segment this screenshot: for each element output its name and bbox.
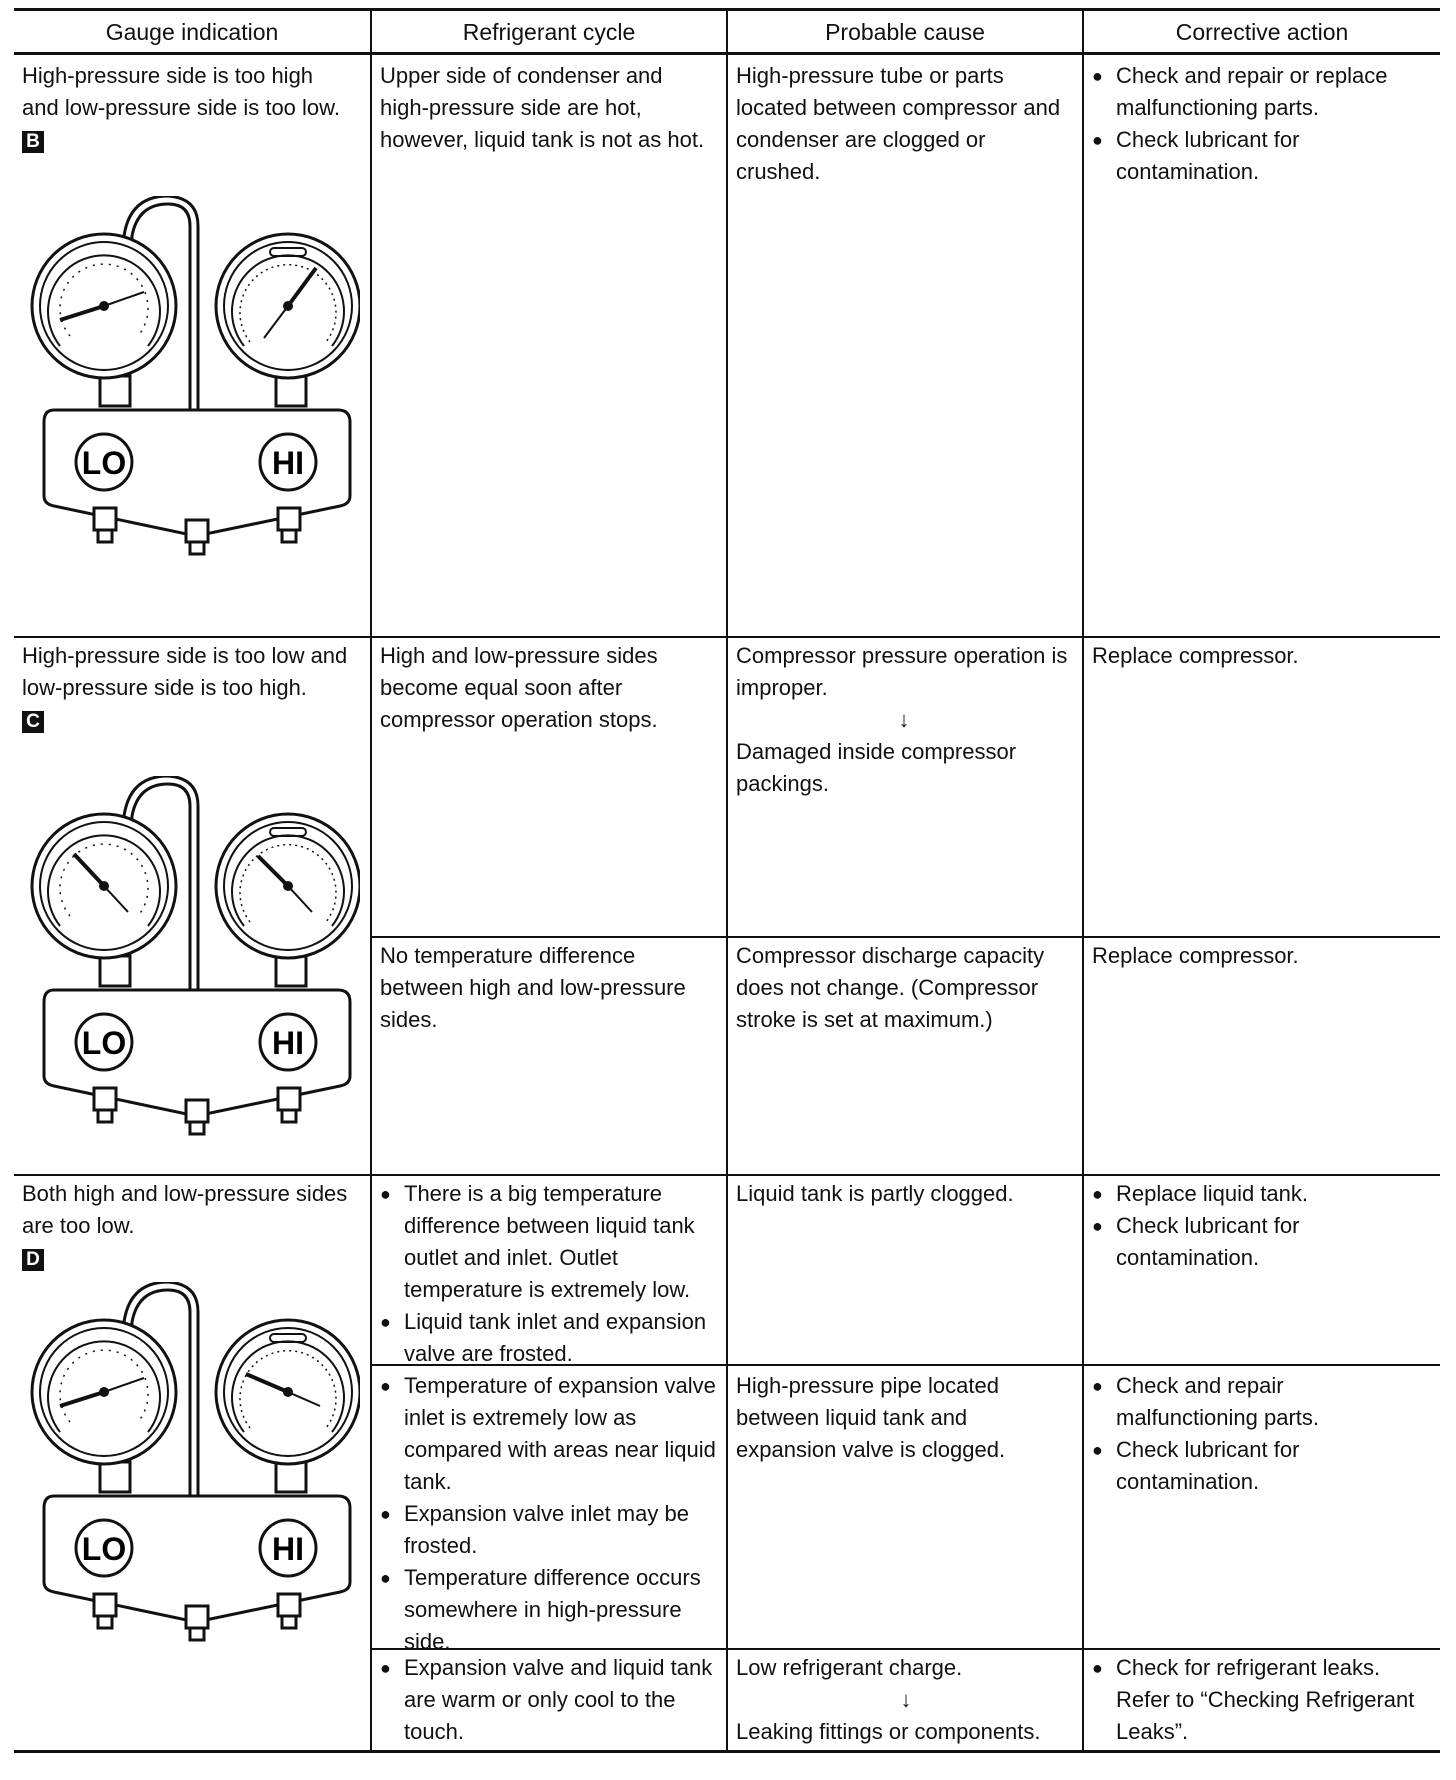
row-d1-cycle [378, 1178, 720, 1370]
row-d-gauge-indication [22, 1178, 352, 1274]
row-b-manifold-gauge-illustration [20, 196, 360, 556]
row-b-gauge-text: High-pressure side is too high and low-pressure side is too low. [22, 63, 340, 120]
row-d1-action-item: ● Replace liquid tank. [1090, 1178, 1430, 1210]
row-c-badge: C [22, 711, 44, 733]
row-d1-cause: Liquid tank is partly clogged. [736, 1181, 1014, 1206]
row-d-manifold-gauge-illustration [20, 1282, 360, 1642]
down-arrow-icon: ↓ [898, 707, 910, 732]
row-d3-cause-2: Leaking fittings or components. [736, 1719, 1041, 1744]
row-d3-actions [1090, 1652, 1430, 1748]
row-d1-actions [1090, 1178, 1430, 1274]
row-d2-cycle [378, 1370, 720, 1658]
row-c2-cycle: No temperature difference between high and low-pressure sides. [380, 943, 686, 1032]
row-d-badge: D [22, 1249, 44, 1271]
row-b-hi-label: HI [272, 445, 304, 481]
row-c1-action: Replace compressor. [1092, 643, 1299, 668]
row-d3-cause-1: Low refrigerant charge. [736, 1655, 963, 1680]
row-c1-cycle: High and low-pressure sides become equal soon after compressor operation stops. [380, 643, 658, 732]
col-divider-2 [726, 8, 728, 1753]
header-cause: Probable cause [825, 19, 985, 45]
row-c1-cause [736, 640, 1072, 800]
row-c1-cause-2: Damaged inside compressor packings. [736, 739, 1017, 796]
row-d-hi-label: HI [272, 1531, 304, 1567]
row-c-manifold-gauge-illustration [20, 776, 360, 1136]
row-b-cycle: Upper side of condenser and high-pressure side are hot, however, liquid tank is not as hot. [380, 63, 705, 152]
row-d3-cycle [378, 1652, 720, 1748]
row-d3-cycle-item: ● Expansion valve and liquid tank are warm or only cool to the touch. [378, 1652, 720, 1748]
row-c-gauge-text: High-pressure side is too low and low-pressure side is too high. [22, 643, 348, 700]
row-c2-action: Replace compressor. [1092, 943, 1299, 968]
row-b-gauge-indication [22, 60, 352, 156]
row-b-action-item: ● Check and repair or replace malfunctioning parts. [1090, 60, 1430, 124]
row-b-actions [1090, 60, 1430, 188]
row-b-lo-label: LO [81, 445, 127, 481]
row-d-gauge-text: Both high and low-pressure sides are too low. [22, 1181, 348, 1238]
row-b-action-item: ● Check lubricant for contamination. [1090, 124, 1430, 188]
row-c-gauge-indication [22, 640, 352, 736]
row-d-lo-label: LO [81, 1531, 127, 1567]
row-d2-action-item: ● Check lubricant for contamination. [1090, 1434, 1430, 1498]
gauge-set-graphic [32, 776, 360, 1134]
col-divider-3 [1082, 8, 1084, 1753]
row-d2-actions [1090, 1370, 1430, 1498]
row-d3-action-item: ● Check for refrigerant leaks. Refer to “Checking Refrigerant Leaks”. [1090, 1652, 1430, 1748]
gauge-set-graphic [32, 196, 360, 554]
row-d1-cycle-item: ● Liquid tank inlet and expansion valve are frosted. [378, 1306, 720, 1370]
row-c-hi-label: HI [272, 1025, 304, 1061]
col-divider-1 [370, 8, 372, 1753]
row-d3-cause [736, 1652, 1076, 1748]
down-arrow-icon: ↓ [900, 1687, 912, 1712]
row-d2-cause: High-pressure pipe located between liquid tank and expansion valve is clogged. [736, 1373, 1006, 1462]
row-divider-c-sub [370, 936, 1440, 938]
row-c1-cause-1: Compressor pressure operation is improper. [736, 643, 1068, 700]
row-c-lo-label: LO [81, 1025, 127, 1061]
header-gauge: Gauge indication [105, 19, 279, 45]
row-c2-cause: Compressor discharge capacity does not change. (Compressor stroke is set at maximum.) [736, 943, 1045, 1032]
row-d1-action-item: ● Check lubricant for contamination. [1090, 1210, 1430, 1274]
header-cycle: Refrigerant cycle [462, 19, 636, 45]
header-action: Corrective action [1175, 19, 1349, 45]
row-d2-cycle-item: ● Temperature of expansion valve inlet is extremely low as compared with areas near liquid tank. [378, 1370, 720, 1498]
row-d2-cycle-item: ● Expansion valve inlet may be frosted. [378, 1498, 720, 1562]
row-b-badge: B [22, 131, 44, 153]
row-d1-cycle-item: ● There is a big temperature difference between liquid tank outlet and inlet. Outlet temperature is extremely low. [378, 1178, 720, 1306]
gauge-set-graphic [32, 1282, 360, 1640]
row-d2-action-item: ● Check and repair malfunctioning parts. [1090, 1370, 1430, 1434]
row-d2-cycle-item: ● Temperature difference occurs somewhere in high-pressure side. [378, 1562, 720, 1658]
row-b-cause: High-pressure tube or parts located between compressor and condenser are clogged or crushed. [736, 63, 1061, 184]
